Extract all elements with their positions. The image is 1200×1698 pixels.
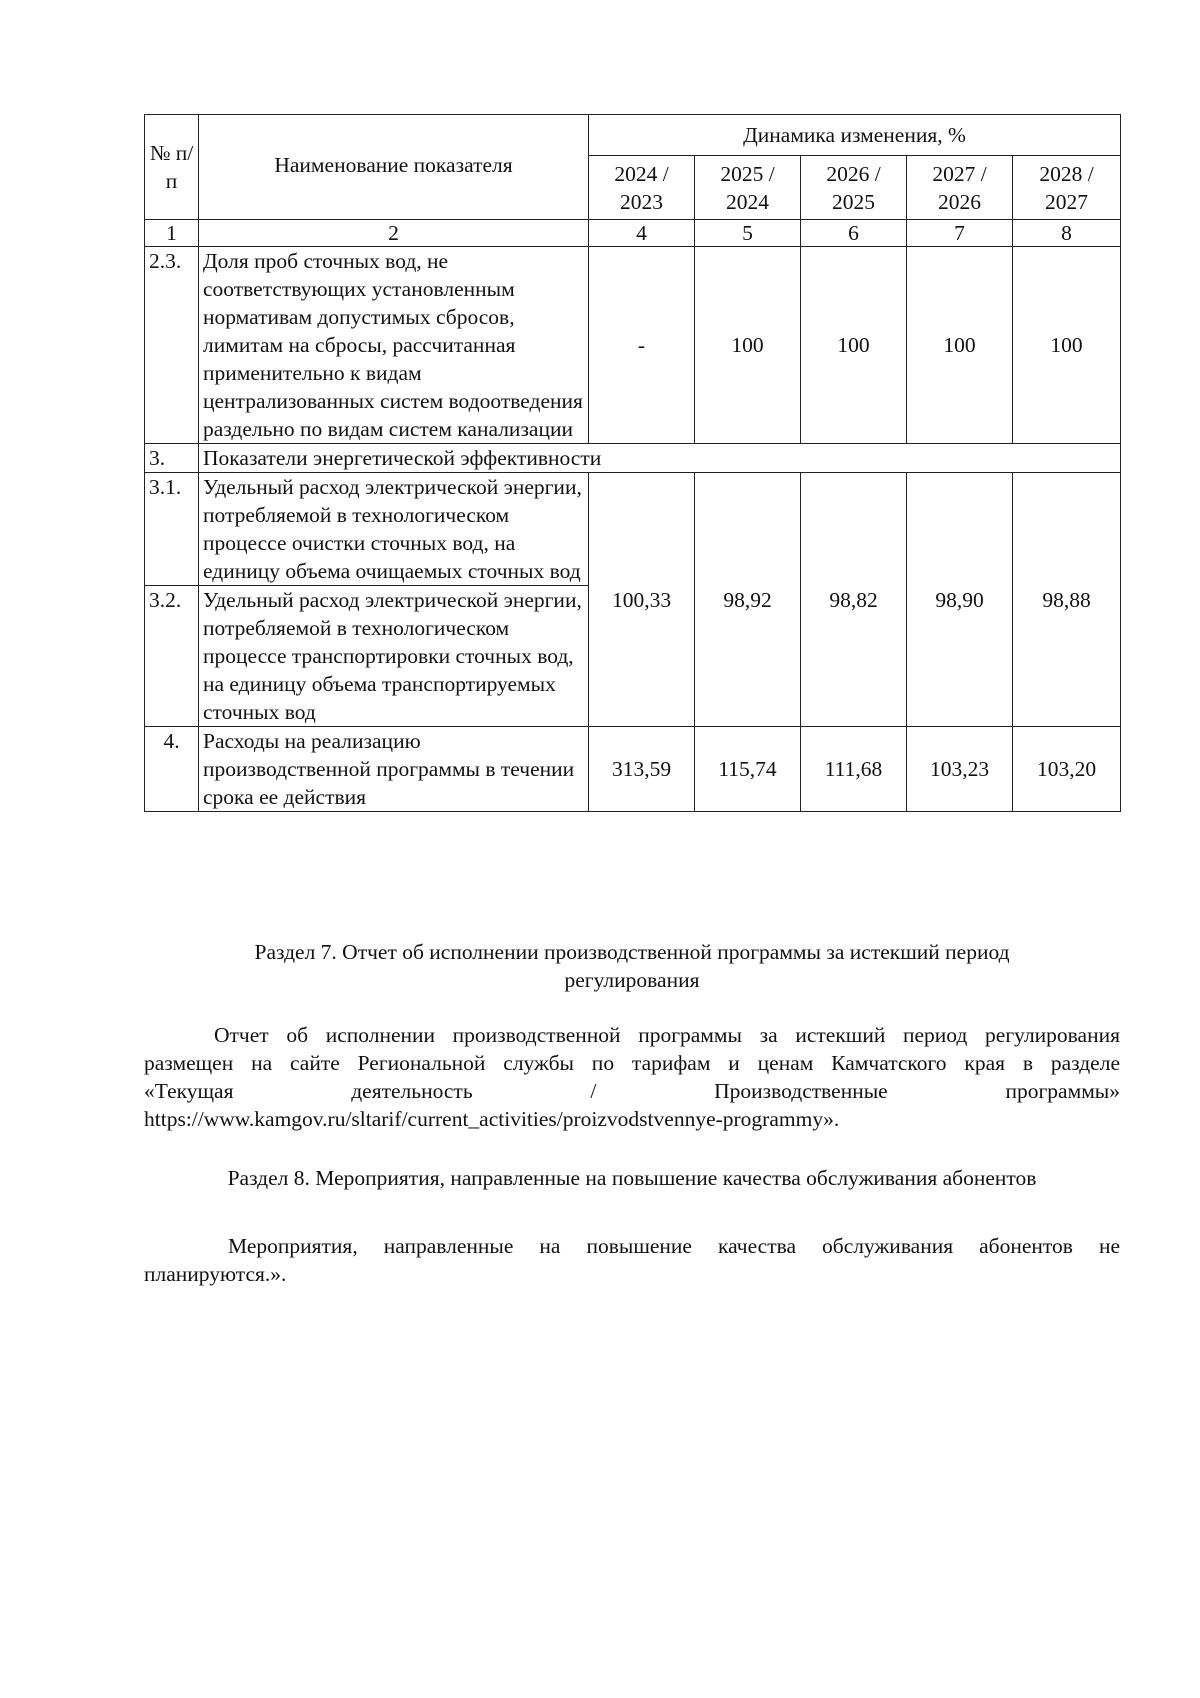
- row-name: Показатели энергетической эффективности: [199, 444, 1121, 473]
- section-7-link: https://www.kamgov.ru/sltarif/current_activities/proizvodstvennye-programmy».: [144, 1107, 840, 1131]
- header-year: 2028 / 2027: [1013, 156, 1121, 220]
- row-value: 100: [907, 247, 1013, 444]
- row-num: 4.: [145, 727, 199, 812]
- col-number: 5: [695, 220, 801, 247]
- row-value: 98,90: [907, 473, 1013, 727]
- row-num: 3.: [145, 444, 199, 473]
- section-7-text: [144, 1021, 1120, 1133]
- row-value: 103,23: [907, 727, 1013, 812]
- row-name: Удельный расход электрической энергии, потребляемой в технологическом процессе очистки сточных вод, на единицу объема очищаемых сточных вод: [199, 473, 589, 586]
- section-7-line: размещен на сайте Региональной службы по тарифам и ценам Камчатского края в разделе: [144, 1051, 1120, 1075]
- col-number: 4: [589, 220, 695, 247]
- section-7-line: Отчет об исполнении производственной программы за истекший период регулирования: [214, 1023, 1120, 1047]
- table-section-row: [145, 444, 1121, 473]
- row-name: Удельный расход электрической энергии, потребляемой в технологическом процессе транспортировки сточных вод, на единицу объема транспортируемых сточных вод: [199, 586, 589, 727]
- col-number: 7: [907, 220, 1013, 247]
- header-num: № п/п: [145, 115, 199, 220]
- header-name: Наименование показателя: [199, 115, 589, 220]
- header-year: 2026 / 2025: [801, 156, 907, 220]
- col-number: 2: [199, 220, 589, 247]
- row-num: 3.1.: [145, 473, 199, 586]
- section-8-text: [144, 1232, 1120, 1288]
- row-value: 100,33: [589, 473, 695, 727]
- table-row: [145, 727, 1121, 812]
- table-row: [145, 473, 1121, 586]
- header-year: 2024 / 2023: [589, 156, 695, 220]
- table-header-row: [145, 115, 1121, 156]
- section-8-line: Мероприятия, направленные на повышение качества обслуживания абонентов не: [228, 1234, 1120, 1258]
- table-row: [145, 247, 1121, 444]
- section-7-line: «Текущая деятельность / Производственные программы»: [144, 1079, 1120, 1103]
- col-number: 1: [145, 220, 199, 247]
- indicators-table: [144, 114, 1121, 812]
- col-number: 6: [801, 220, 907, 247]
- header-dynamics: Динамика изменения, %: [589, 115, 1121, 156]
- row-name: Расходы на реализацию производственной программы в течении срока ее действия: [199, 727, 589, 812]
- row-value: 313,59: [589, 727, 695, 812]
- header-year: 2027 / 2026: [907, 156, 1013, 220]
- row-value: 98,92: [695, 473, 801, 727]
- row-value: 100: [695, 247, 801, 444]
- row-value: 115,74: [695, 727, 801, 812]
- col-number: 8: [1013, 220, 1121, 247]
- section-7-title: Раздел 7. Отчет об исполнении производственной программы за истекший период регулирования: [254, 940, 1010, 992]
- section-8-line: планируются.».: [144, 1262, 287, 1286]
- row-num: 3.2.: [145, 586, 199, 727]
- row-value: 111,68: [801, 727, 907, 812]
- section-8-title: Раздел 8. Мероприятия, направленные на повышение качества обслуживания абонентов: [227, 1166, 1037, 1190]
- column-numbers-row: [145, 220, 1121, 247]
- row-num: 2.3.: [145, 247, 199, 444]
- row-value: -: [589, 247, 695, 444]
- row-value: 100: [1013, 247, 1121, 444]
- header-year: 2025 / 2024: [695, 156, 801, 220]
- row-value: 103,20: [1013, 727, 1121, 812]
- row-value: 98,82: [801, 473, 907, 727]
- row-value: 98,88: [1013, 473, 1121, 727]
- row-value: 100: [801, 247, 907, 444]
- row-name: Доля проб сточных вод, не соответствующих установленным нормативам допустимых сбросов, лимитам на сбросы, рассчитанная применительно к видам централизованных систем водоотведения раздельно по видам систем канализации: [199, 247, 589, 444]
